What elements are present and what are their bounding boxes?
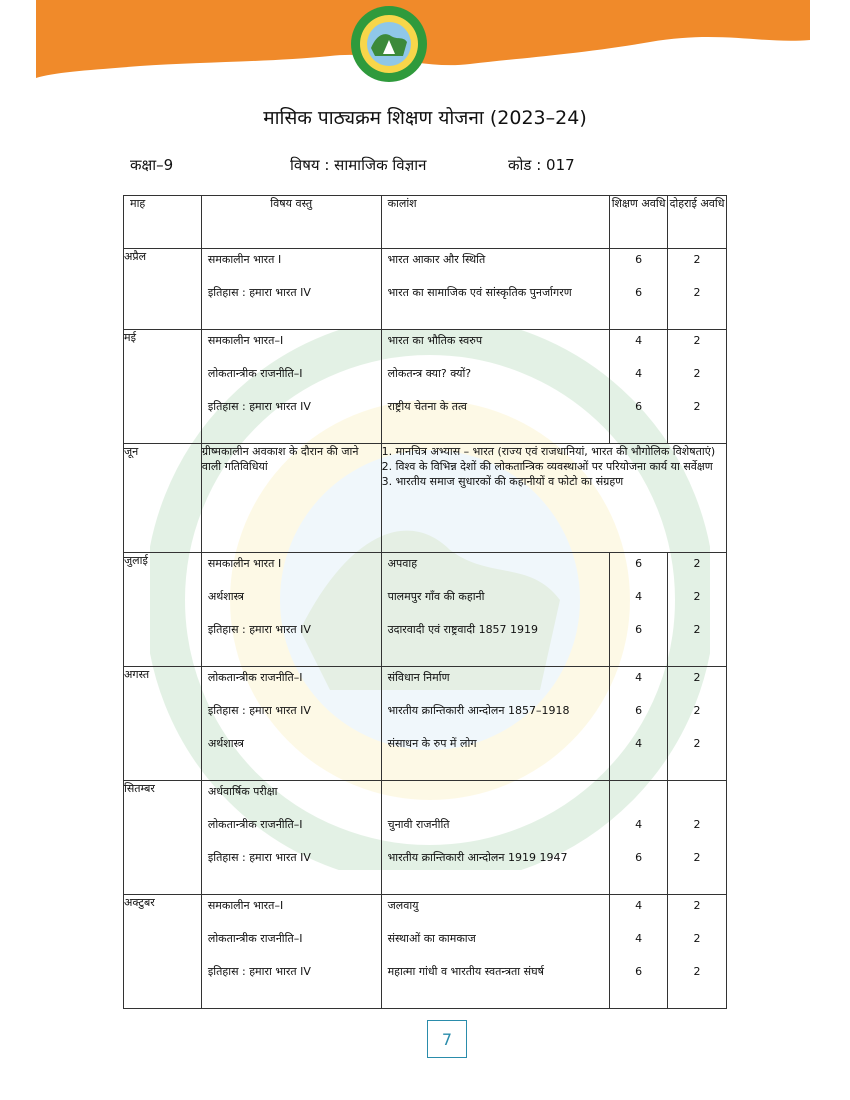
- chapter-cell: जलवायु: [387, 899, 419, 912]
- activity-title: ग्रीष्मकालीन अवकाश के दौरान की जाने वाली गतिविधियां: [201, 444, 381, 553]
- chapter-cell: संविधान निर्माण: [387, 671, 450, 684]
- month-cell: अप्रैल: [124, 249, 202, 330]
- chapter-cell-group: [381, 667, 610, 781]
- chapter-cell: अपवाह: [387, 557, 418, 570]
- teaching-period-cell-group: [610, 330, 668, 444]
- revision-period-cell: 2: [693, 818, 701, 831]
- chapter-cell: महात्मा गांधी व भारतीय स्वतन्त्रता संघर्ष: [387, 965, 544, 978]
- revision-period-cell: 2: [693, 367, 701, 380]
- chapter-cell: संस्थाओं का कामकाज: [387, 932, 476, 945]
- chapter-cell: पालमपुर गाँव की कहानी: [387, 590, 485, 603]
- subject-cell: लोकतान्त्रीक राजनीति–I: [207, 818, 303, 831]
- month-cell: अक्टुबर: [124, 895, 202, 1009]
- revision-period-cell: 2: [693, 253, 701, 266]
- revision-period-cell-group: [668, 667, 727, 781]
- subject-cell: अर्थशास्त्र: [207, 737, 244, 750]
- class-label: कक्षा–9: [130, 156, 174, 174]
- teaching-period-cell: 4: [635, 590, 643, 603]
- teaching-period-cell: 4: [635, 899, 643, 912]
- revision-period-cell: 2: [693, 557, 701, 570]
- subject-cell: समकालीन भारत–I: [207, 899, 284, 912]
- header-revision-period: दोहराई अवधि: [668, 196, 727, 249]
- subject-cell-group: [201, 249, 381, 330]
- revision-period-cell: 2: [693, 965, 701, 978]
- syllabus-table: [123, 195, 727, 1009]
- teaching-period-cell: 4: [635, 818, 643, 831]
- subject-cell: इतिहास : हमारा भारत IV: [207, 851, 311, 864]
- month-row: [124, 667, 727, 781]
- teaching-period-cell: 6: [635, 253, 643, 266]
- chapter-cell: भारतीय क्रान्तिकारी आन्दोलन 1919 1947: [387, 851, 568, 864]
- revision-period-cell-group: [668, 249, 727, 330]
- subject-cell: अर्धवार्षिक परीक्षा: [207, 785, 278, 798]
- month-row: [124, 249, 727, 330]
- chapter-cell-group: [381, 895, 610, 1009]
- header-teaching-period: शिक्षण अवधि: [610, 196, 668, 249]
- revision-period-cell: 2: [693, 737, 701, 750]
- page-number: 7: [427, 1020, 467, 1058]
- chapter-cell: उदारवादी एवं राष्ट्रवादी 1857 1919: [387, 623, 539, 636]
- month-cell: मई: [124, 330, 202, 444]
- month-row: [124, 553, 727, 667]
- month-cell: जुलाई: [124, 553, 202, 667]
- header-month: माह: [124, 196, 202, 249]
- chapter-cell-group: [381, 553, 610, 667]
- subject-cell: इतिहास : हमारा भारत IV: [207, 400, 311, 413]
- revision-period-cell: 2: [693, 899, 701, 912]
- header-chapter: कालांश: [381, 196, 610, 249]
- month-row: [124, 330, 727, 444]
- teaching-period-cell: 6: [635, 965, 643, 978]
- subject-cell-group: [201, 781, 381, 895]
- month-row: [124, 444, 727, 553]
- subject-cell: इतिहास : हमारा भारत IV: [207, 965, 311, 978]
- page-title: मासिक पाठ्यक्रम शिक्षण योजना (2023–24): [263, 107, 587, 129]
- teaching-period-cell: 4: [635, 932, 643, 945]
- teaching-period-cell-group: [610, 895, 668, 1009]
- subject-label: विषय : सामाजिक विज्ञान: [290, 156, 427, 174]
- teaching-period-cell-group: [610, 781, 668, 895]
- subject-cell: लोकतान्त्रीक राजनीति–I: [207, 671, 303, 684]
- revision-period-cell-group: [668, 895, 727, 1009]
- activity-item: 1. मानचित्र अभ्यास – भारत (राज्य एवं राजधानियां, भारत की भौगोलिक विशेषताएं): [381, 445, 716, 458]
- revision-period-cell-group: [668, 553, 727, 667]
- revision-period-cell: 2: [693, 286, 701, 299]
- header-subject: विषय वस्तु: [201, 196, 381, 249]
- subject-cell-group: [201, 895, 381, 1009]
- code-label: कोड : 017: [508, 156, 575, 174]
- subject-cell: समकालीन भारत I: [207, 557, 282, 570]
- chapter-cell: भारत का भौतिक स्वरुप: [387, 334, 483, 347]
- subject-cell-group: [201, 553, 381, 667]
- teaching-period-cell: 4: [635, 737, 643, 750]
- teaching-period-cell: 6: [635, 286, 643, 299]
- activity-item: 2. विश्व के विभिन्न देशों की लोकतान्त्रिक व्यवस्थाओं पर परियोजना कार्य या सर्वेक्षण: [381, 460, 713, 473]
- teaching-period-cell: 6: [635, 557, 643, 570]
- chapter-cell: भारतीय क्रान्तिकारी आन्दोलन 1857–1918: [387, 704, 570, 717]
- table-header-row: [124, 196, 727, 249]
- subject-cell: अर्थशास्त्र: [207, 590, 244, 603]
- revision-period-cell: 2: [693, 704, 701, 717]
- chapter-cell: भारत आकार और स्थिति: [387, 253, 486, 266]
- teaching-period-cell-group: [610, 553, 668, 667]
- chapter-cell-group: [381, 781, 610, 895]
- chapter-cell: [382, 781, 610, 814]
- activity-list: [381, 444, 726, 553]
- teaching-period-cell: 4: [635, 671, 643, 684]
- subject-cell: इतिहास : हमारा भारत IV: [207, 623, 311, 636]
- teaching-period-cell: 6: [635, 704, 643, 717]
- chapter-cell-group: [381, 249, 610, 330]
- teaching-period-cell: 6: [635, 851, 643, 864]
- board-logo: [345, 4, 433, 84]
- revision-period-cell: 2: [693, 590, 701, 603]
- chapter-cell: संसाधन के रुप में लोग: [387, 737, 477, 750]
- teaching-period-cell: 6: [635, 623, 643, 636]
- subject-cell: समकालीन भारत–I: [207, 334, 284, 347]
- revision-period-cell: 2: [693, 851, 701, 864]
- revision-period-cell: [668, 781, 726, 814]
- revision-period-cell-group: [668, 330, 727, 444]
- month-cell: अगस्त: [124, 667, 202, 781]
- subject-cell-group: [201, 330, 381, 444]
- subject-cell: इतिहास : हमारा भारत IV: [207, 704, 311, 717]
- subject-cell: समकालीन भारत I: [207, 253, 282, 266]
- teaching-period-cell: 6: [635, 400, 643, 413]
- revision-period-cell: 2: [693, 400, 701, 413]
- teaching-period-cell-group: [610, 249, 668, 330]
- revision-period-cell: 2: [693, 932, 701, 945]
- subject-cell: इतिहास : हमारा भारत IV: [207, 286, 311, 299]
- month-row: [124, 781, 727, 895]
- revision-period-cell: 2: [693, 623, 701, 636]
- month-cell: जून: [124, 444, 202, 553]
- month-cell: सितम्बर: [124, 781, 202, 895]
- chapter-cell: भारत का सामाजिक एवं सांस्कृतिक पुनर्जागरण: [387, 286, 572, 299]
- chapter-cell: चुनावी राजनीति: [387, 818, 450, 831]
- table-body: [124, 249, 727, 1009]
- subject-cell: लोकतान्त्रीक राजनीति–I: [207, 932, 303, 945]
- revision-period-cell: 2: [693, 334, 701, 347]
- teaching-period-cell: 4: [635, 334, 643, 347]
- subject-cell-group: [201, 667, 381, 781]
- revision-period-cell: 2: [693, 671, 701, 684]
- month-row: [124, 895, 727, 1009]
- subject-cell: लोकतान्त्रीक राजनीति–I: [207, 367, 303, 380]
- teaching-period-cell-group: [610, 667, 668, 781]
- teaching-period-cell: [610, 781, 667, 814]
- chapter-cell: लोकतन्त्र क्या? क्यों?: [387, 367, 472, 380]
- teaching-period-cell: 4: [635, 367, 643, 380]
- revision-period-cell-group: [668, 781, 727, 895]
- chapter-cell-group: [381, 330, 610, 444]
- activity-item: 3. भारतीय समाज सुधारकों की कहानीयों व फोटो का संग्रहण: [381, 475, 624, 488]
- chapter-cell: राष्ट्रीय चेतना के तत्व: [387, 400, 468, 413]
